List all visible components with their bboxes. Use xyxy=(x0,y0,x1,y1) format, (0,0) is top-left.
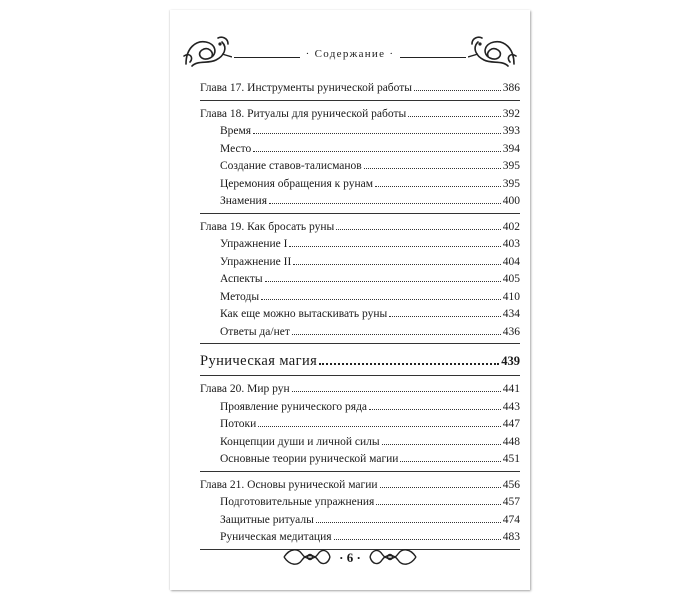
toc-entry-title: Время xyxy=(220,125,252,137)
toc-entry-page-number: 404 xyxy=(502,255,520,268)
toc-entry-page-number: 402 xyxy=(502,220,520,233)
toc-chapter-entry[interactable] xyxy=(200,219,520,237)
dot-leader xyxy=(261,289,501,300)
dot-leader xyxy=(334,529,501,540)
dot-leader xyxy=(336,219,500,230)
toc-subentry[interactable] xyxy=(200,193,520,211)
toc-section xyxy=(200,381,520,472)
dot-leader xyxy=(269,193,501,204)
dot-leader xyxy=(319,351,499,365)
toc-entry-title: Глава 20. Мир рун xyxy=(200,383,290,395)
toc-entry-page-number: 405 xyxy=(502,273,520,285)
toc-entry-page-number: 436 xyxy=(502,325,520,338)
dot-leader xyxy=(293,254,500,265)
toc-subentry[interactable] xyxy=(200,141,520,159)
toc-entry-title: Ответы да/нет xyxy=(220,325,290,338)
toc-entry-page-number: 456 xyxy=(502,478,520,491)
toc-entry-title: Как еще можно вытаскивать руны xyxy=(220,308,388,320)
toc-entry-title: Руническая магия xyxy=(200,353,318,369)
toc-entry-page-number: 392 xyxy=(502,107,520,120)
dot-leader xyxy=(253,123,501,134)
dot-leader xyxy=(414,80,501,91)
dot-leader xyxy=(253,141,501,152)
toc-entry-title: Место xyxy=(220,142,252,155)
toc-entry-title: Руническая медитация xyxy=(220,531,332,543)
dot-leader xyxy=(400,451,500,462)
page-number: · 6 · xyxy=(339,550,361,565)
toc-subentry[interactable] xyxy=(200,512,520,530)
toc-part-entry[interactable] xyxy=(200,349,520,373)
dot-leader xyxy=(289,236,500,247)
toc-subentry[interactable] xyxy=(200,123,520,141)
dot-leader xyxy=(265,271,501,282)
toc-entry-title: Подготовительные упражнения xyxy=(220,496,375,508)
toc-entry-page-number: 447 xyxy=(502,418,520,430)
toc-entry-page-number: 434 xyxy=(502,308,520,320)
toc-subentry[interactable] xyxy=(200,236,520,254)
toc-entry-page-number: 403 xyxy=(502,238,520,250)
dot-leader xyxy=(364,158,501,169)
toc-entry-page-number: 393 xyxy=(502,125,520,137)
toc-chapter-entry[interactable] xyxy=(200,80,520,98)
toc-entry-title: Основные теории рунической магии xyxy=(220,453,399,465)
dot-leader xyxy=(376,494,500,505)
toc-entry-title: Глава 21. Основы рунической магии xyxy=(200,478,378,491)
dot-leader xyxy=(258,416,500,427)
toc-entry-page-number: 395 xyxy=(502,160,520,172)
toc-subentry[interactable] xyxy=(200,416,520,434)
toc-entry-title: Церемония обращения к рунам xyxy=(220,177,373,190)
toc-entry-title: Проявление рунического ряда xyxy=(220,400,368,413)
toc-chapter-entry[interactable] xyxy=(200,477,520,495)
page-header xyxy=(182,32,518,72)
page-footer xyxy=(282,546,418,568)
dot-leader xyxy=(316,512,501,523)
knotwork-beast-ornament-right-icon xyxy=(468,34,518,70)
toc-subentry[interactable] xyxy=(200,289,520,307)
toc-entry-page-number: 483 xyxy=(502,531,520,543)
dot-leader xyxy=(389,306,501,317)
toc-entry-page-number: 443 xyxy=(502,400,520,413)
toc-entry-page-number: 395 xyxy=(502,177,520,190)
toc-entry-title: Создание ставов-талисманов xyxy=(220,160,362,172)
table-of-contents xyxy=(200,80,520,555)
toc-entry-title: Защитные ритуалы xyxy=(220,513,314,526)
toc-entry-page-number: 400 xyxy=(502,195,520,207)
dot-leader xyxy=(292,381,501,392)
toc-entry-title: Знамения xyxy=(220,195,267,207)
toc-section xyxy=(200,106,520,214)
footer-ornament-right-icon xyxy=(368,546,418,568)
toc-section xyxy=(200,80,520,101)
dot-leader xyxy=(382,434,501,445)
toc-subentry[interactable] xyxy=(200,176,520,194)
toc-entry-title: Концепции души и личной силы xyxy=(220,435,380,448)
toc-entry-page-number: 439 xyxy=(501,354,520,368)
toc-subentry[interactable] xyxy=(200,529,520,547)
toc-subentry[interactable] xyxy=(200,158,520,176)
toc-entry-page-number: 394 xyxy=(502,142,520,155)
toc-entry-title: Методы xyxy=(220,290,260,303)
toc-subentry[interactable] xyxy=(200,271,520,289)
toc-entry-title: Упражнение I xyxy=(220,238,288,250)
running-head-text: · Содержание · xyxy=(300,48,401,60)
toc-section xyxy=(200,219,520,345)
book-page xyxy=(170,10,530,590)
toc-chapter-entry[interactable] xyxy=(200,381,520,399)
toc-subentry[interactable] xyxy=(200,324,520,342)
toc-chapter-entry[interactable] xyxy=(200,106,520,124)
toc-entry-page-number: 410 xyxy=(502,290,520,303)
toc-entry-page-number: 441 xyxy=(502,383,520,395)
toc-subentry[interactable] xyxy=(200,306,520,324)
dot-leader xyxy=(369,399,501,410)
toc-subentry[interactable] xyxy=(200,494,520,512)
toc-entry-page-number: 451 xyxy=(502,453,520,465)
toc-subentry[interactable] xyxy=(200,434,520,452)
toc-entry-page-number: 474 xyxy=(502,513,520,526)
toc-entry-title: Аспекты xyxy=(220,273,263,285)
toc-subentry[interactable] xyxy=(200,399,520,417)
toc-entry-title: Глава 19. Как бросать руны xyxy=(200,220,335,233)
toc-entry-title: Глава 17. Инструменты рунической работы xyxy=(200,82,412,94)
dot-leader xyxy=(408,106,501,117)
toc-entry-page-number: 457 xyxy=(502,496,520,508)
toc-entry-page-number: 386 xyxy=(502,82,520,94)
toc-subentry[interactable] xyxy=(200,451,520,469)
dot-leader xyxy=(375,176,501,187)
toc-entry-page-number: 448 xyxy=(502,435,520,448)
toc-entry-title: Глава 18. Ритуалы для рунической работы xyxy=(200,107,407,120)
dot-leader xyxy=(380,477,501,488)
toc-part-section xyxy=(200,349,520,376)
toc-subentry[interactable] xyxy=(200,254,520,272)
dot-leader xyxy=(292,324,501,335)
toc-section xyxy=(200,477,520,550)
toc-entry-title: Потоки xyxy=(220,418,257,430)
toc-entry-title: Упражнение II xyxy=(220,255,292,268)
